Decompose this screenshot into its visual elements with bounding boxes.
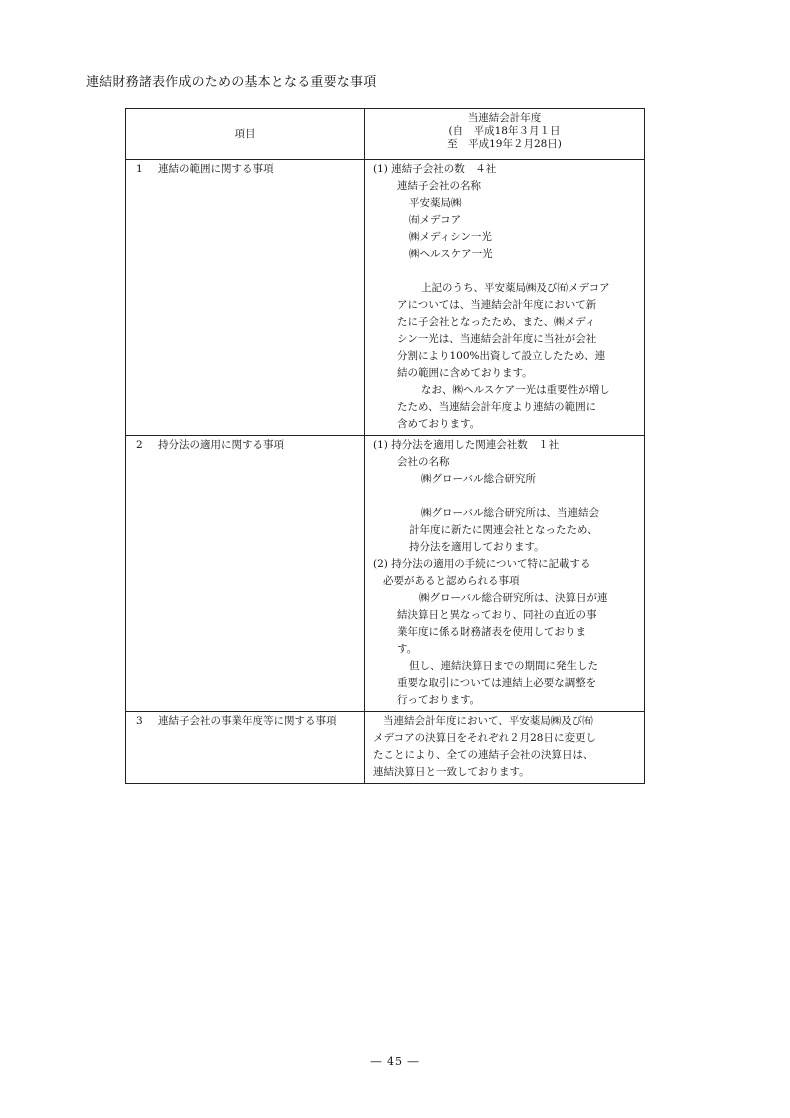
item-number: 2 xyxy=(136,439,143,451)
detail-line: ㈲メデコア xyxy=(409,214,462,226)
item-number: 1 xyxy=(136,163,143,175)
detail-cell xyxy=(365,712,645,784)
page-number: ― 45 ― xyxy=(370,1055,420,1068)
detail-line: (1) 連結子会社の数 ４社 xyxy=(373,163,497,175)
header-period-line: (自 平成18年３月１日 xyxy=(448,125,561,137)
detail-blank-line xyxy=(373,488,638,505)
detail-line: 行っております。 xyxy=(397,694,481,706)
detail-blank-line xyxy=(373,263,638,280)
detail-line: 重要な取引については連結上必要な調整を xyxy=(397,677,597,689)
detail-line: 業年度に係る財務諸表を使用しておりま xyxy=(397,626,586,638)
item-title: 持分法の適用に関する事項 xyxy=(158,439,284,451)
item-title: 連結子会社の事業年度等に関する事項 xyxy=(158,715,337,727)
detail-line: 結決算日と異なっており、同社の直近の事 xyxy=(397,609,597,621)
detail-line: たことにより、全ての連結子会社の決算日は、 xyxy=(373,749,594,761)
detail-line: ㈱グローバル総合研究所は、当連結会 xyxy=(421,507,599,519)
detail-line: 当連結会計年度において、平安薬局㈱及び㈲ xyxy=(383,715,593,727)
detail-line: 持分法を適用しております。 xyxy=(409,541,545,553)
detail-line: メデコアの決算日をそれぞれ２月28日に変更し xyxy=(373,732,596,744)
detail-line: 分割により100%出資して設立したため、連 xyxy=(397,350,606,362)
detail-line: 連結子会社の名称 xyxy=(397,180,481,192)
header-item-cell: 項目 xyxy=(126,109,365,160)
detail-line: (1) 持分法を適用した関連会社数 １社 xyxy=(373,439,560,451)
detail-line: 含めております。 xyxy=(397,418,481,430)
detail-line: す。 xyxy=(397,643,418,655)
header-period-cell xyxy=(365,109,645,160)
table-row xyxy=(126,160,645,436)
detail-line: たため、当連結会計年度より連結の範囲に xyxy=(397,401,597,413)
detail-line: 会社の名称 xyxy=(397,456,450,468)
header-period-line: 至 平成19年２月28日) xyxy=(447,138,562,150)
table-row xyxy=(126,712,645,784)
detail-line: ㈱ヘルスケア一光 xyxy=(409,248,493,260)
detail-line: 連結決算日と一致しております。 xyxy=(373,766,530,778)
detail-line: ㈱グローバル総合研究所は、決算日が連 xyxy=(419,592,608,604)
detail-line: シン一光は、当連結会計年度に当社が会社 xyxy=(397,333,597,345)
detail-line: 上記のうち、平安薬局㈱及び㈲メデコア xyxy=(421,282,610,294)
consolidation-basis-table xyxy=(125,108,645,784)
table-row xyxy=(126,436,645,712)
item-number: 3 xyxy=(136,715,143,727)
detail-line: 結の範囲に含めております。 xyxy=(397,367,533,379)
item-cell xyxy=(126,160,365,436)
header-period-line: 当連結会計年度 xyxy=(467,112,542,124)
detail-line: なお、㈱ヘルスケア一光は重要性が増し xyxy=(421,384,610,396)
item-title: 連結の範囲に関する事項 xyxy=(158,163,274,175)
detail-line: たに子会社となったため、また、㈱メディ xyxy=(397,316,596,328)
detail-cell xyxy=(365,436,645,712)
detail-line: (2) 持分法の適用の手続について特に記載する xyxy=(373,558,591,570)
detail-line: 但し、連結決算日までの期間に発生した xyxy=(409,660,598,672)
detail-line: アについては、当連結会計年度において新 xyxy=(397,299,597,311)
detail-line: ㈱メディシン一光 xyxy=(409,231,492,243)
detail-cell xyxy=(365,160,645,436)
detail-line: 計年度に新たに関連会社となったため、 xyxy=(409,524,598,536)
detail-line: 必要があると認められる事項 xyxy=(383,575,520,587)
item-cell xyxy=(126,436,365,712)
detail-line: ㈱グローバル総合研究所 xyxy=(421,473,536,485)
item-cell xyxy=(126,712,365,784)
table-header-row xyxy=(126,109,645,160)
page-title: 連結財務諸表作成のための基本となる重要な事項 xyxy=(86,75,377,90)
detail-line: 平安薬局㈱ xyxy=(409,197,462,209)
